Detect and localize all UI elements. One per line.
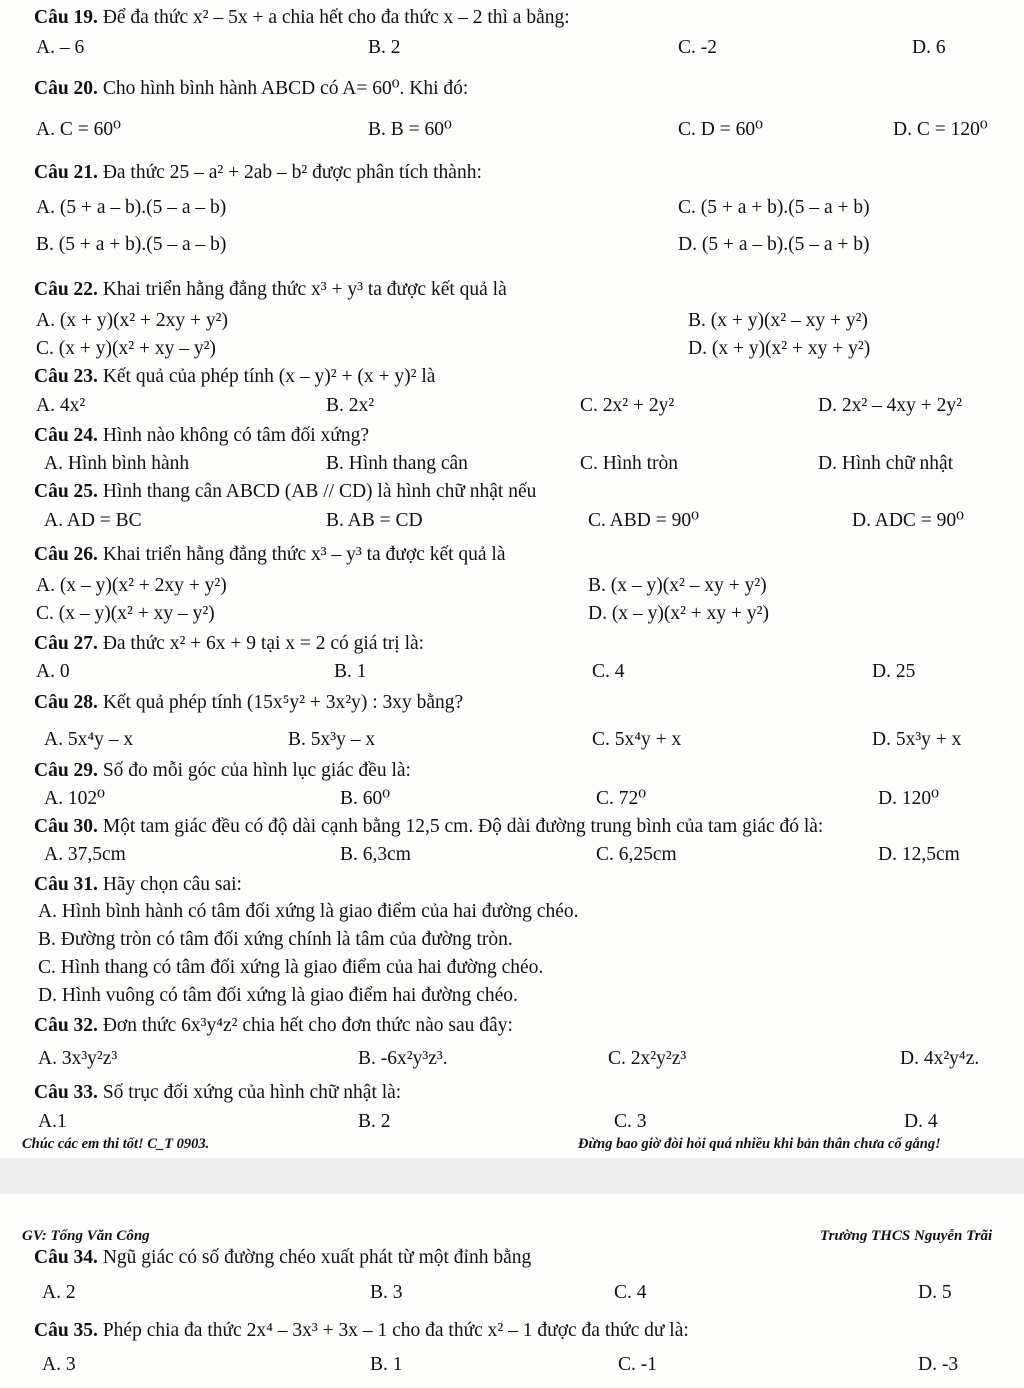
option-d: D. C = 120⁰ [893, 119, 988, 140]
footer-left-text: Chúc các em thi tốt! C_T 0903. [22, 1136, 210, 1152]
question-number: Câu 20. [34, 78, 98, 99]
option-d: D. 4x²y⁴z. [900, 1048, 980, 1069]
option-c: C. -2 [678, 37, 717, 58]
option-b: B. 2 [368, 37, 401, 58]
option-a: A.1 [38, 1111, 67, 1132]
page-separator [0, 1158, 1024, 1194]
question-27 [0, 631, 1024, 657]
question-text: Đa thức x² + 6x + 9 tại x = 2 có giá trị là: [102, 633, 425, 654]
question-22-options-row2 [0, 336, 1024, 362]
option-d: D. 12,5cm [878, 844, 960, 865]
question-number: Câu 23. [34, 366, 98, 387]
question-number: Câu 19. [34, 7, 98, 28]
option-a: A. C = 60⁰ [36, 119, 121, 140]
question-31-option-b [0, 927, 1024, 953]
question-number: Câu 27. [34, 633, 98, 654]
question-32-title [34, 1013, 513, 1039]
option-c: C. D = 60⁰ [678, 119, 763, 140]
option-c: C. 6,25cm [596, 844, 677, 865]
question-number: Câu 34. [34, 1247, 98, 1268]
option-b: B. (x + y)(x² – xy + y²) [688, 310, 868, 331]
question-text: Đa thức 25 – a² + 2ab – b² được phân tích thành: [102, 162, 482, 183]
question-27-title [34, 631, 424, 657]
option-d: D. Hình vuông có tâm đối xứng là giao điểm hai đường chéo. [38, 985, 518, 1006]
question-29 [0, 758, 1024, 784]
option-d: D. (5 + a – b).(5 – a + b) [678, 234, 870, 255]
question-number: Câu 21. [34, 162, 98, 183]
question-number: Câu 28. [34, 692, 98, 713]
option-b: B. Đường tròn có tâm đối xứng chính là tâm của đường tròn. [38, 929, 513, 950]
option-c: C. (x + y)(x² + xy – y²) [36, 338, 216, 359]
option-b: B. 3 [370, 1282, 403, 1303]
question-19-options [0, 35, 1024, 61]
option-d: D. -3 [918, 1354, 959, 1375]
question-20-title [34, 76, 468, 102]
question-21-options-row1 [0, 195, 1024, 221]
question-23-title [34, 364, 435, 390]
question-28-title [34, 690, 463, 716]
question-35-options [0, 1352, 1024, 1378]
option-d: D. 4 [904, 1111, 938, 1132]
option-b: B. (5 + a + b).(5 – a – b) [36, 234, 227, 255]
question-text: Kết quả của phép tính (x – y)² + (x + y)² là [102, 366, 436, 387]
question-19-title [34, 5, 570, 31]
question-20 [0, 76, 1024, 102]
exam-sheet-2 [0, 1194, 1024, 1388]
option-d: D. 25 [872, 661, 916, 682]
question-31-option-c [0, 955, 1024, 981]
question-26-options-row1 [0, 573, 1024, 599]
option-b: B. 6,3cm [340, 844, 411, 865]
question-33-title [34, 1080, 401, 1106]
question-text: Số đo mỗi góc của hình lục giác đều là: [102, 760, 411, 781]
question-30 [0, 814, 1024, 840]
question-34-title [34, 1245, 531, 1271]
question-text: Ngũ giác có số đường chéo xuất phát từ một đỉnh bằng [102, 1247, 532, 1268]
question-26-title [34, 542, 506, 568]
question-31 [0, 872, 1024, 898]
question-25 [0, 479, 1024, 505]
option-b: B. Hình thang cân [326, 453, 468, 474]
question-33 [0, 1080, 1024, 1106]
option-d: D. (x + y)(x² + xy + y²) [688, 338, 871, 359]
option-c: C. 4 [592, 661, 625, 682]
question-number: Câu 31. [34, 874, 98, 895]
option-b: B. -6x²y³z³. [358, 1048, 448, 1069]
question-31-option-d [0, 983, 1024, 1009]
option-b: B. 5x³y – x [288, 729, 376, 750]
question-31-title [34, 872, 242, 898]
question-number: Câu 32. [34, 1015, 98, 1036]
question-text: Khai triển hằng đẳng thức x³ + y³ ta được kết quả là [102, 279, 507, 300]
question-number: Câu 22. [34, 279, 98, 300]
option-a: A. 3 [42, 1354, 76, 1375]
option-c: C. (x – y)(x² + xy – y²) [36, 603, 215, 624]
option-b: B. B = 60⁰ [368, 119, 452, 140]
question-20-options [0, 117, 1024, 143]
question-34-options [0, 1280, 1024, 1306]
question-26 [0, 542, 1024, 568]
question-21-options-row2 [0, 232, 1024, 258]
option-d: D. 6 [912, 37, 946, 58]
question-number: Câu 33. [34, 1082, 98, 1103]
teacher-name: GV: Tống Văn Công [22, 1228, 150, 1244]
option-b: B. 2 [358, 1111, 391, 1132]
option-a: A. (x + y)(x² + 2xy + y²) [36, 310, 228, 331]
option-a: A. Hình bình hành [44, 453, 190, 474]
question-21 [0, 160, 1024, 186]
option-a: A. 102⁰ [44, 788, 105, 809]
option-c: C. Hình thang có tâm đối xứng là giao điểm của hai đường chéo. [38, 957, 544, 978]
option-d: D. ADC = 90⁰ [852, 510, 964, 531]
question-number: Câu 30. [34, 816, 98, 837]
school-name: Trường THCS Nguyễn Trãi [820, 1228, 993, 1244]
option-b: B. 2x² [326, 395, 375, 416]
option-b: B. 1 [370, 1354, 403, 1375]
option-d: D. Hình chữ nhật [818, 453, 954, 474]
option-a: A. – 6 [36, 37, 85, 58]
option-d: D. 5 [918, 1282, 952, 1303]
option-a: A. 37,5cm [44, 844, 126, 865]
question-text: Kết quả phép tính (15x⁵y² + 3x²y) : 3xy bằng? [102, 692, 464, 713]
option-c: C. 2x² + 2y² [580, 395, 675, 416]
question-28 [0, 690, 1024, 716]
question-22 [0, 277, 1024, 303]
question-32-options [0, 1046, 1024, 1072]
question-text: Cho hình bình hành ABCD có A= 60⁰. Khi đó: [102, 78, 469, 99]
question-30-options [0, 842, 1024, 868]
question-35-title [34, 1318, 689, 1344]
question-22-title [34, 277, 507, 303]
question-text: Để đa thức x² – 5x + a chia hết cho đa thức x – 2 thì a bằng: [102, 7, 570, 28]
question-number: Câu 26. [34, 544, 98, 565]
option-a: A. (5 + a – b).(5 – a – b) [36, 197, 227, 218]
option-b: B. 1 [334, 661, 367, 682]
question-text: Hãy chọn câu sai: [102, 874, 242, 895]
option-a: A. 3x³y²z³ [38, 1048, 118, 1069]
question-26-options-row2 [0, 601, 1024, 627]
option-c: C. 2x²y²z³ [608, 1048, 687, 1069]
question-35 [0, 1318, 1024, 1344]
option-c: C. 72⁰ [596, 788, 647, 809]
question-22-options-row1 [0, 308, 1024, 334]
option-c: C. 5x⁴y + x [592, 729, 682, 750]
question-19 [0, 5, 1024, 31]
page-footer [0, 1131, 1024, 1157]
question-24-title [34, 423, 369, 449]
question-27-options [0, 659, 1024, 685]
question-24-options [0, 451, 1024, 477]
question-text: Đơn thức 6x³y⁴z² chia hết cho đơn thức nào sau đây: [102, 1015, 513, 1036]
option-c: C. 4 [614, 1282, 647, 1303]
question-text: Phép chia đa thức 2x⁴ – 3x³ + 3x – 1 cho đa thức x² – 1 được đa thức dư là: [102, 1320, 689, 1341]
option-b: B. 60⁰ [340, 788, 391, 809]
option-a: A. 4x² [36, 395, 86, 416]
option-a: A. Hình bình hành có tâm đối xứng là giao điểm của hai đường chéo. [38, 901, 579, 922]
option-d: D. 2x² – 4xy + 2y² [818, 395, 963, 416]
option-c: C. ABD = 90⁰ [588, 510, 699, 531]
option-b: B. AB = CD [326, 510, 423, 531]
option-a: A. 2 [42, 1282, 76, 1303]
option-d: D. 120⁰ [878, 788, 939, 809]
question-25-title [34, 479, 536, 505]
option-d: D. 5x³y + x [872, 729, 962, 750]
question-text: Một tam giác đều có độ dài cạnh bằng 12,5 cm. Độ dài đường trung bình của tam giác đó là: [102, 816, 824, 837]
option-a: A. 5x⁴y – x [44, 729, 134, 750]
question-34 [0, 1245, 1024, 1271]
question-text: Hình nào không có tâm đối xứng? [102, 425, 370, 446]
question-number: Câu 29. [34, 760, 98, 781]
option-c: C. (5 + a + b).(5 – a + b) [678, 197, 870, 218]
question-32 [0, 1013, 1024, 1039]
option-d: D. (x – y)(x² + xy + y²) [588, 603, 769, 624]
question-29-title [34, 758, 411, 784]
question-21-title [34, 160, 482, 186]
option-c: C. 3 [614, 1111, 647, 1132]
question-28-options [0, 727, 1024, 753]
question-31-option-a [0, 899, 1024, 925]
question-text: Hình thang cân ABCD (AB // CD) là hình chữ nhật nếu [102, 481, 537, 502]
question-text: Số trục đối xứng của hình chữ nhật là: [102, 1082, 402, 1103]
question-number: Câu 24. [34, 425, 98, 446]
option-a: A. (x – y)(x² + 2xy + y²) [36, 575, 227, 596]
question-23-options [0, 393, 1024, 419]
question-30-title [34, 814, 823, 840]
question-29-options [0, 786, 1024, 812]
option-a: A. 0 [36, 661, 70, 682]
question-24 [0, 423, 1024, 449]
question-25-options [0, 508, 1024, 534]
option-b: B. (x – y)(x² – xy + y²) [588, 575, 767, 596]
option-a: A. AD = BC [44, 510, 142, 531]
footer-right-text: Đừng bao giờ đòi hỏi quá nhiều khi bản thân chưa cố gắng! [578, 1136, 941, 1152]
question-23 [0, 364, 1024, 390]
question-number: Câu 25. [34, 481, 98, 502]
question-number: Câu 35. [34, 1320, 98, 1341]
question-text: Khai triển hằng đẳng thức x³ – y³ ta được kết quả là [102, 544, 506, 565]
option-c: C. Hình tròn [580, 453, 679, 474]
option-c: C. -1 [618, 1354, 657, 1375]
